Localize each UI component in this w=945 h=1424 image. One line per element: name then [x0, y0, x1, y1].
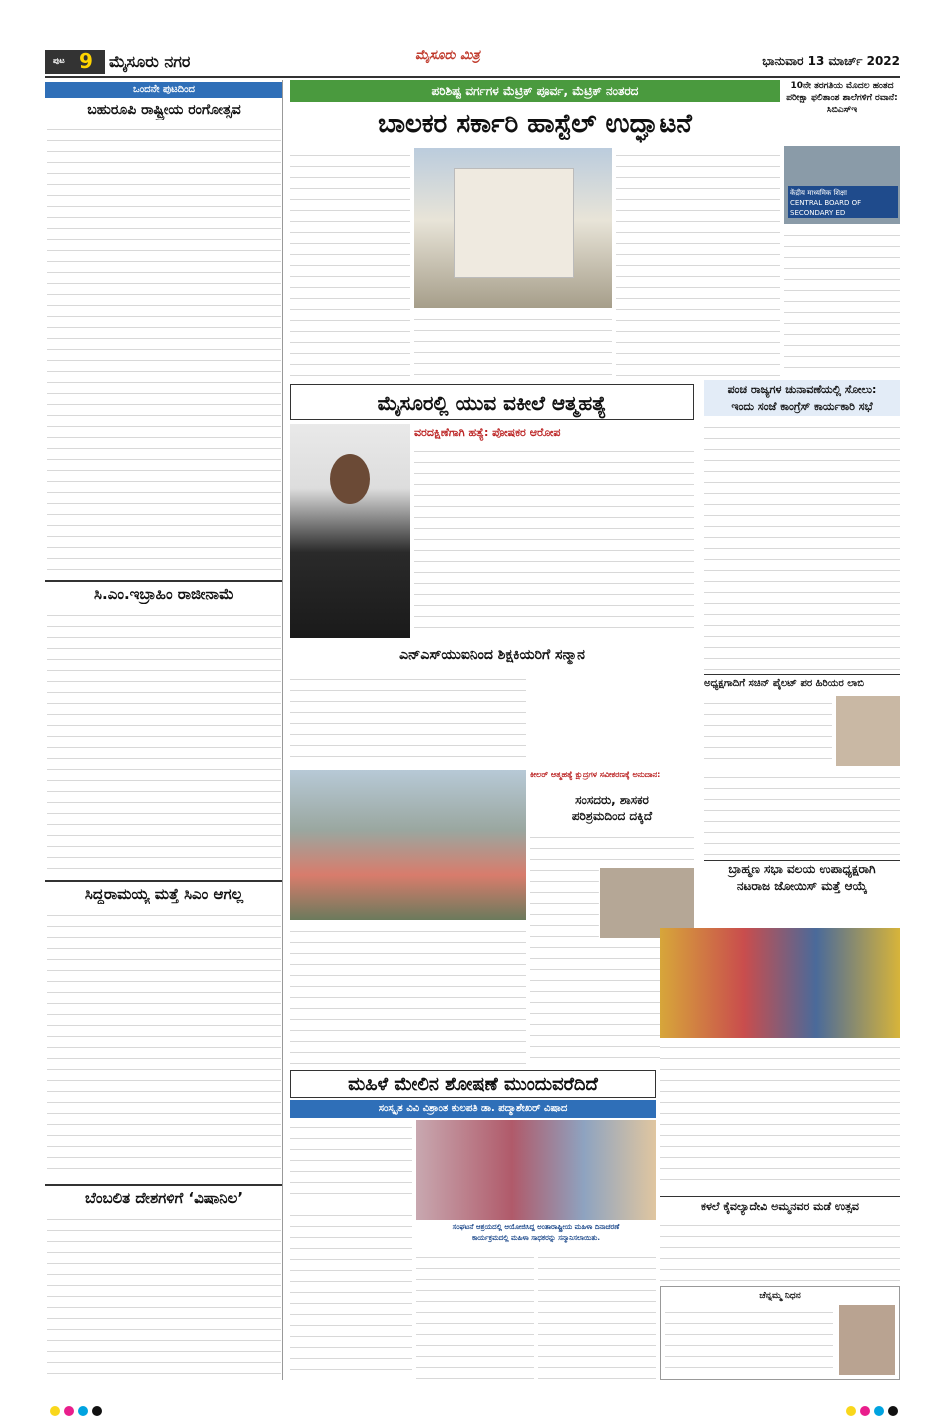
sachin-body-1: [704, 696, 832, 766]
registration-mark: [888, 1406, 898, 1416]
congress-headline-2: ಇಂದು ಸಂಜೆ ಕಾಂಗ್ರೆಸ್ ಕಾರ್ಯಕಾರಿ ಸಭೆ: [731, 400, 873, 413]
registration-mark: [874, 1406, 884, 1416]
lawyer-subhead: ವರದಕ್ಷಿಣೆಗಾಗಿ ಹತ್ಯೆ: ಪೋಷಕರ ಆರೋಪ: [414, 426, 561, 439]
nss-body-top: [290, 672, 526, 766]
women-body-lead: [290, 1120, 412, 1204]
obituary-headline: ಚೆನ್ನಮ್ಮ ನಿಧನ: [759, 1291, 801, 1301]
temple-body: [660, 1218, 900, 1282]
women-event-photo: [416, 1120, 656, 1220]
story2-headline: ಸಿ.ಎಂ.ಇಬ್ರಾಹಿಂ ರಾಜೀನಾಮೆ: [45, 580, 283, 604]
issue-date: ಭಾನುವಾರ 13 ಮಾರ್ಚ್ 2022: [762, 54, 900, 68]
story4-headline: ಬೆಂಬಲಿತ ದೇಶಗಳಿಗೆ ‘ವಿಷಾನಿಲ’: [45, 1184, 283, 1208]
hostel-building-photo: [414, 148, 612, 308]
lawyer-body: [414, 444, 694, 638]
registration-mark: [92, 1406, 102, 1416]
left-column: [45, 80, 283, 1380]
header-rule: [45, 76, 900, 78]
congress-headline-box: [704, 380, 900, 416]
lead-body-col1: [290, 148, 410, 376]
story1-body: [47, 122, 281, 572]
nss-headline: ಎನ್‌ಎಸ್‌ಯುಐನಿಂದ ಶಿಕ್ಷಕಿಯರಿಗೆ ಸನ್ಮಾನ: [399, 647, 585, 663]
sachin-photo: [836, 696, 900, 766]
story3-body: [47, 908, 281, 1176]
lead-kicker: ಪರಿಶಿಷ್ಟ ವರ್ಗಗಳ ಮೆಟ್ರಿಕ್ ಪೂರ್ವ, ಮೆಟ್ರಿಕ್ ನಂತರದ: [290, 80, 780, 102]
kashmir-headline: [530, 792, 694, 826]
building-shape: [454, 168, 574, 278]
congress-body: [704, 420, 900, 670]
kashmir-headline-2: ಪರಿಶ್ರಮದಿಂದ ದಕ್ಕಿದೆ: [571, 809, 653, 823]
lawyer-headline: ಮೈಸೂರಲ್ಲಿ ಯುವ ವಕೀಲೆ ಆತ್ಮಹತ್ಯೆ: [290, 384, 694, 420]
cbse-body: [784, 228, 900, 376]
obituary-photo: [839, 1305, 895, 1375]
brahmin-body: [660, 1040, 900, 1190]
section-title: ಮೈಸೂರು ನಗರ: [109, 52, 191, 71]
women-body-2: [416, 1250, 534, 1380]
temple-headline: ಕಳಲೆ ಕೈವಲ್ಯಾದೇವಿ ಅಮ್ಮನವರ ಮಡೆ ಉತ್ಸವ: [660, 1196, 900, 1216]
women-caption: [416, 1222, 656, 1246]
registration-mark: [64, 1406, 74, 1416]
registration-mark: [78, 1406, 88, 1416]
women-kicker: ಸಂಸ್ಕೃತ ವಿವಿ ವಿಶ್ರಾಂತ ಕುಲಪತಿ ಡಾ. ಪದ್ಮಾಶೇಖರ್ ವಿಷಾದ: [290, 1100, 656, 1118]
brahmin-headline-1: ಬ್ರಾಹ್ಮಣ ಸಭಾ ವಲಯ ಉಪಾಧ್ಯಕ್ಷರಾಗಿ: [728, 862, 876, 876]
cbse-headline: 10ನೇ ತರಗತಿಯ ಮೊದಲ ಹಂತದ ಪರೀಕ್ಷಾ ಫಲಿತಾಂಶ ಶಾಲೆಗಳಿಗೆ ರವಾನೆ: ಸಿಬಿಎಸ್‌ಇ: [786, 81, 898, 115]
story3-headline: ಸಿದ್ದರಾಮಯ್ಯ ಮತ್ತೆ ಸಿಎಂ ಆಗಲ್ಲ: [45, 880, 283, 904]
women-headline: ಮಹಿಳೆ ಮೇಲಿನ ಶೋಷಣೆ ಮುಂದುವರೆದಿದೆ: [290, 1070, 656, 1098]
brahmin-photo: [660, 928, 900, 1038]
women-body-3: [538, 1250, 656, 1380]
obituary-box: [660, 1286, 900, 1380]
sachin-body-2: [704, 770, 900, 856]
cbse-photo: [784, 146, 900, 224]
story1-headline: ಬಹುರೂಪಿ ರಾಷ್ಟ್ರೀಯ ರಂಗೋತ್ಸವ: [87, 102, 241, 118]
lawyer-photo: [290, 424, 410, 638]
sachin-headline: ಅಧ್ಯಕ್ಷಗಾದಿಗೆ ಸಚಿನ್ ಪೈಲಟ್ ಪರ ಹಿರಿಯರ ಲಾಬಿ: [704, 674, 900, 692]
cbse-sign-hindi: केंद्रीय माध्यमिक शिक्षा: [790, 189, 847, 197]
brahmin-headline-2: ನಟರಾಜ ಜೋಯಿಸ್ ಮತ್ತೆ ಆಯ್ಕೆ: [736, 879, 868, 893]
registration-mark: [50, 1406, 60, 1416]
lead-body-col2: [414, 312, 612, 376]
lead-headline: ಬಾಲಕರ ಸರ್ಕಾರಿ ಹಾಸ್ಟೆಲ್ ಉದ್ಘಾಟನೆ: [378, 109, 692, 139]
page-header: [45, 46, 900, 76]
women-caption-2: ಕಾರ್ಯಕ್ರಮದಲ್ಲಿ ಮಹಿಳಾ ಸಾಧಕರನ್ನು ಸನ್ಮಾನಿಸಲಾಯಿತು.: [471, 1234, 601, 1242]
cbse-sign: [788, 186, 898, 218]
kashmir-kicker: ಕೀಲರ್ ಆತ್ಮಹತ್ಯೆ ಕ್ಷುದ್ರಗಳ ಸವೀಕರಣಕ್ಕೆ ಅನುದಾನ:: [530, 770, 661, 779]
face-shape: [330, 454, 370, 504]
lead-body-col3: [616, 148, 780, 376]
page-number-badge: [45, 50, 105, 74]
left-kicker: ಒಂದನೇ ಪುಟದಿಂದ: [45, 82, 283, 98]
women-body-1: [290, 1208, 412, 1380]
kashmir-headline-1: ಸಂಸದರು, ಶಾಸಕರ: [575, 793, 649, 807]
obituary-body: [665, 1305, 833, 1377]
women-caption-1: ಸಂಘಟನೆ ಆಶ್ರಯದಲ್ಲಿ ಆಯೋಜಿಸಿದ್ದ ಅಂತಾರಾಷ್ಟ್ರೀಯ ಮಹಿಳಾ ದಿನಾಚರಣೆ: [452, 1223, 620, 1231]
page-label: ಪುಟ: [53, 56, 65, 65]
cbse-sign-english: CENTRAL BOARD OF SECONDARY ED: [790, 199, 862, 217]
brahmin-headline: [704, 860, 900, 894]
registration-mark: [860, 1406, 870, 1416]
registration-mark: [846, 1406, 856, 1416]
cbse-story: [784, 80, 900, 376]
nss-group-photo: [290, 770, 526, 920]
story2-body: [47, 608, 281, 870]
page-number: 9: [79, 49, 93, 73]
nss-body: [290, 924, 526, 1064]
masthead: ಮೈಸೂರು ಮಿತ್ರ: [415, 48, 480, 63]
story4-body: [47, 1212, 281, 1377]
congress-headline-1: ಪಂಚ ರಾಜ್ಯಗಳ ಚುನಾವಣೆಯಲ್ಲಿ ಸೋಲು:: [727, 383, 877, 396]
